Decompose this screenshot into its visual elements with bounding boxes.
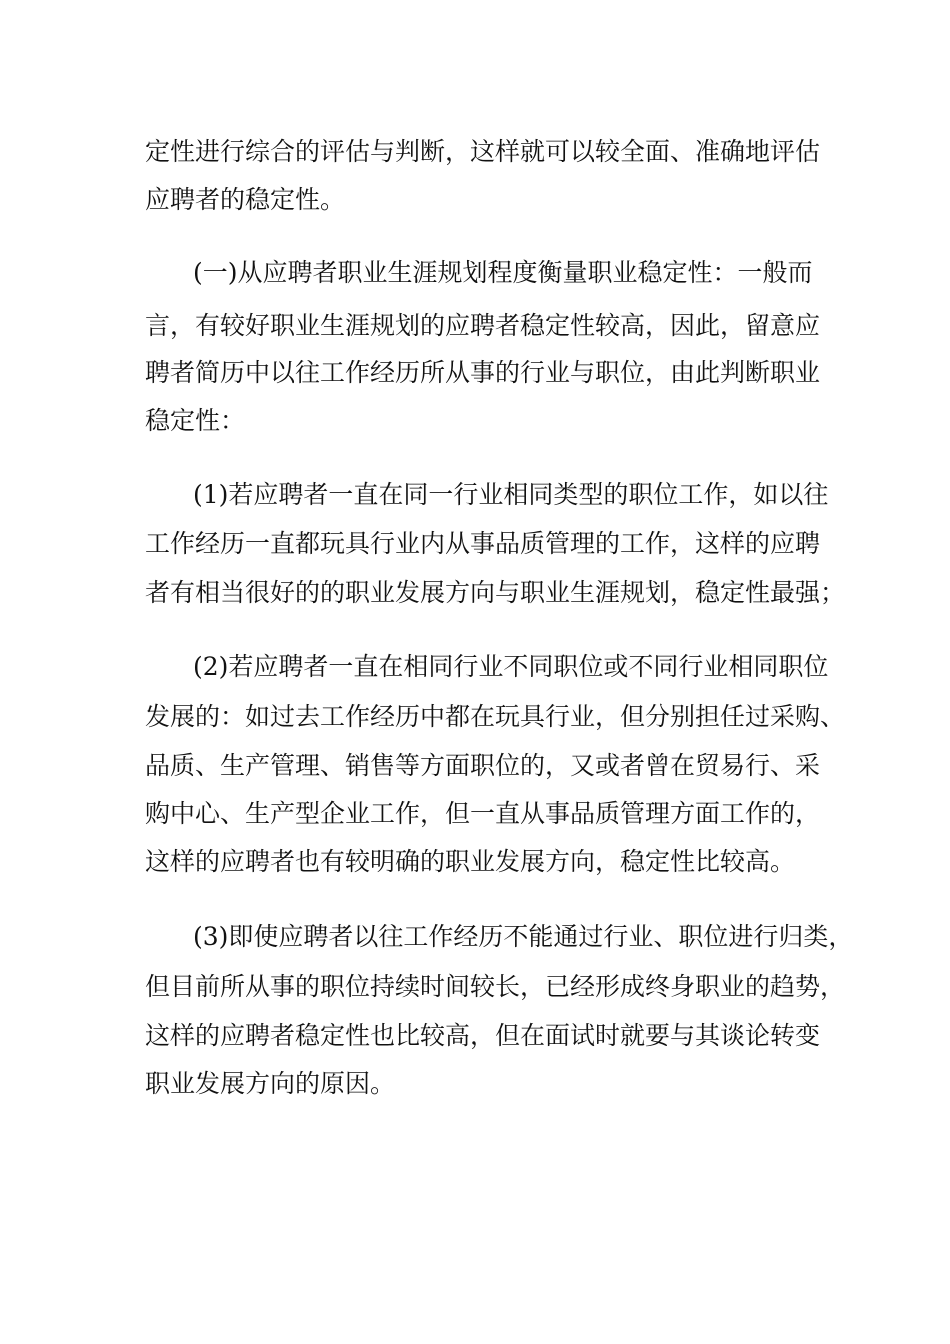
text-line: 但目前所从事的职位持续时间较长，已经形成终身职业的趋势， [145, 972, 846, 1001]
text-line: 稳定性： [145, 406, 246, 435]
text-line: 言，有较好职业生涯规划的应聘者稳定性较高，因此，留意应 [145, 311, 821, 340]
text-line: (2)若应聘者一直在相同行业不同职位或不同行业相同职位 [193, 652, 829, 681]
text-line: 这样的应聘者也有较明确的职业发展方向，稳定性比较高。 [145, 847, 796, 876]
text-line: 工作经历一直都玩具行业内从事品质管理的工作，这样的应聘 [145, 529, 821, 558]
text-line: 这样的应聘者稳定性也比较高，但在面试时就要与其谈论转变 [145, 1021, 821, 1050]
text-line: 购中心、生产型企业工作，但一直从事品质管理方面工作的， [145, 799, 821, 828]
text-line: (1)若应聘者一直在同一行业相同类型的职位工作，如以往 [193, 480, 829, 509]
text-line: 应聘者的稳定性。 [145, 185, 346, 214]
text-line: 定性进行综合的评估与判断，这样就可以较全面、准确地评估 [145, 137, 821, 166]
text-line: 职业发展方向的原因。 [145, 1069, 396, 1098]
text-line: (3)即使应聘者以往工作经历不能通过行业、职位进行归类， [193, 922, 854, 951]
text-line: 发展的：如过去工作经历中都在玩具行业，但分别担任过采购、 [145, 702, 846, 731]
text-line: 者有相当很好的的职业发展方向与职业生涯规划，稳定性最强； [145, 578, 846, 607]
text-line: 聘者简历中以往工作经历所从事的行业与职位，由此判断职业 [145, 358, 821, 387]
text-line: 品质、生产管理、销售等方面职位的，又或者曾在贸易行、采 [145, 751, 821, 780]
text-line: (一)从应聘者职业生涯规划程度衡量职业稳定性：一般而 [193, 258, 813, 287]
